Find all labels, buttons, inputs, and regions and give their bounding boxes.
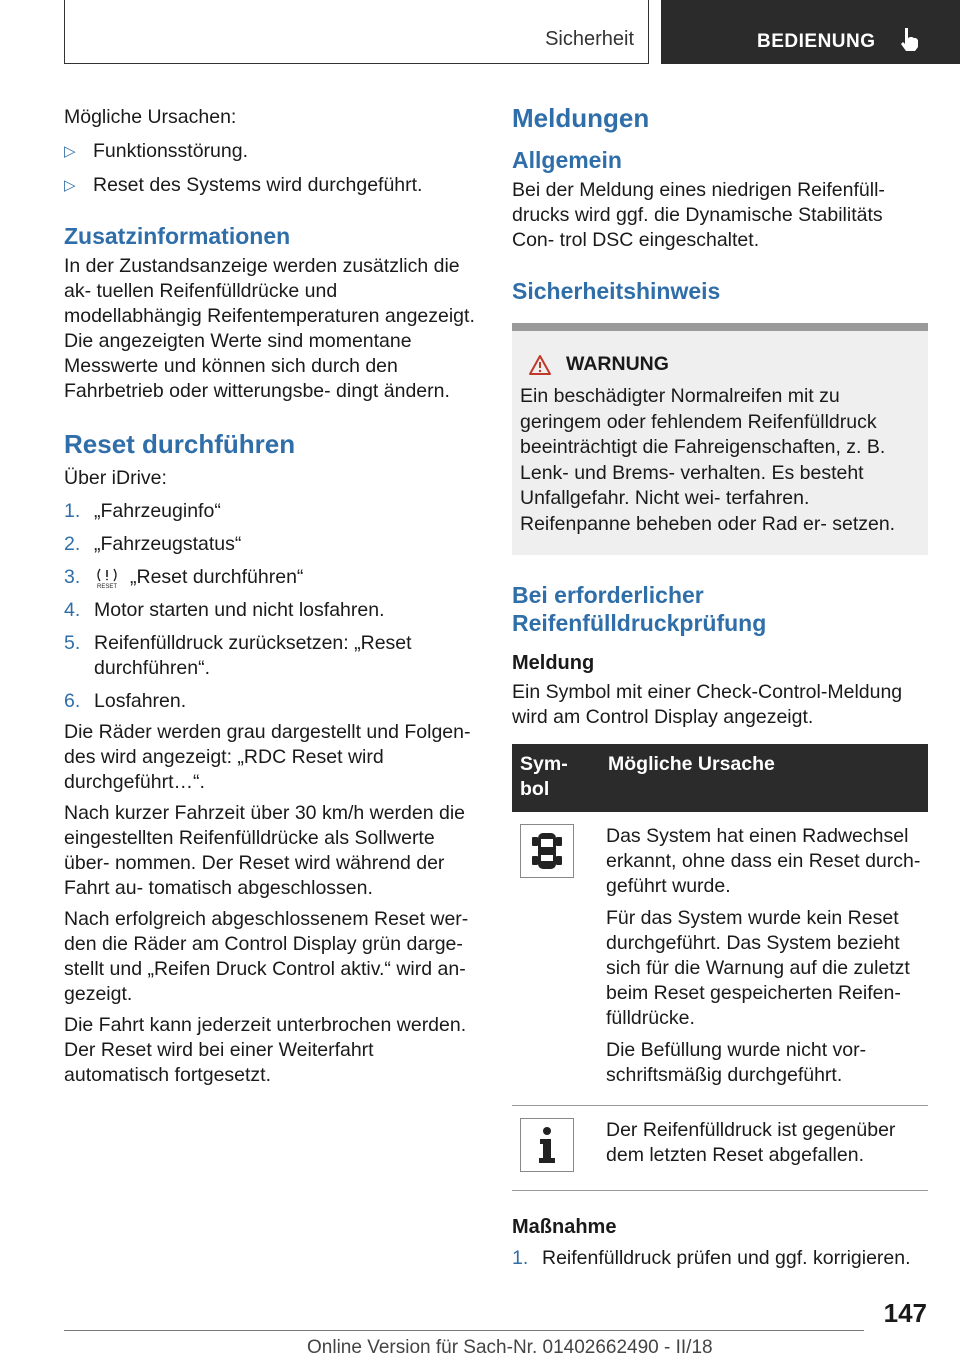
- list-item: 4. Motor starten und nicht losfahren.: [64, 599, 385, 621]
- list-item: ▷ Reset des Systems wird durchgeführt.: [64, 174, 423, 196]
- list-item: 2. „Fahrzeugstatus“: [64, 533, 242, 555]
- car-tire-warning-icon: [530, 829, 564, 873]
- warning-triangle-icon: [528, 354, 552, 376]
- warning-box: [512, 323, 928, 555]
- cause-text: Die Befüllung wurde nicht vor‐ schriftsmäßig durchgeführt.: [606, 1039, 867, 1086]
- tire-reset-icon: [94, 567, 120, 589]
- meldung-text: Ein Symbol mit einer Check-Control-Meldung wird am Control Display angezeigt.: [512, 681, 903, 728]
- triangle-bullet-icon: ▷: [64, 177, 76, 194]
- left-column: [64, 100, 480, 1088]
- reset-heading: Reset durchführen: [64, 429, 296, 459]
- symbol-frame: [520, 824, 574, 878]
- zusatz-text: In der Zustandsanzeige werden zusätzlich die ak‐ tuellen Reifenfülldrücke und modellabhängig Reifentemperaturen angezeigt. Die angezeigten Werte sind momentane Messwerte und können sich durch den Fahrbetrieb oder witterungsbe‐ dingt ändern.: [64, 255, 475, 402]
- meldungen-heading: Meldungen: [512, 103, 650, 133]
- header-section-box: [64, 0, 649, 64]
- causes-intro: Mögliche Ursachen:: [64, 106, 237, 128]
- cause-text: Das System hat einen Radwechsel erkannt, ohne dass ein Reset durch‐ geführt wurde.: [606, 825, 921, 897]
- header-section: Sicherheit: [545, 28, 634, 50]
- warning-header: [528, 353, 920, 376]
- cause-cell: [600, 1106, 928, 1191]
- col-header-symbol: Sym‐ bol: [512, 744, 600, 812]
- check-heading: Bei erforderlicher Reifenfülldruckprüfung: [512, 582, 767, 636]
- page-number: 147: [883, 1298, 927, 1328]
- paragraph: Die Räder werden grau dargestellt und Folgen‐ des wird angezeigt: „RDC Reset wird durchgeführt…“.: [64, 721, 471, 793]
- symbol-cell: [512, 1106, 600, 1191]
- causes-list: [64, 139, 480, 198]
- massnahme-steps: [512, 1246, 928, 1271]
- cause-cell: [600, 812, 928, 1106]
- table-row: [512, 1106, 928, 1191]
- list-item: 3. RESET „Reset durchführen“: [64, 566, 304, 589]
- cause-text: Der Reifenfülldruck ist gegenüber dem letzten Reset abgefallen.: [606, 1119, 896, 1166]
- reset-steps: [64, 499, 480, 714]
- header-chapter: BEDIENUNG: [757, 31, 876, 52]
- list-item: 1. „Fahrzeuginfo“: [64, 500, 221, 522]
- symbol-frame: [520, 1118, 574, 1172]
- right-column: [512, 100, 928, 1271]
- paragraph: Nach kurzer Fahrzeit über 30 km/h werden die eingestellten Reifenfülldrücke als Sollwerte über‐ nommen. Der Reset wird während der Fahrt au‐ tomatisch abgeschlossen.: [64, 802, 466, 899]
- table-header-row: [512, 744, 928, 812]
- cause-text: Für das System wurde kein Reset durchgeführt. Das System bezieht sich für die Warnung auf die zuletzt beim Reset gespeicherten Reifen‐ fülldrücke.: [606, 907, 910, 1029]
- paragraph: Nach erfolgreich abgeschlossenem Reset wer‐ den die Räder am Control Display grün darge‐ stellt und „Reifen Druck Control aktiv.“ wird an‐ gezeigt.: [64, 908, 469, 1005]
- warning-text: Ein beschädigter Normalreifen mit zu geringem oder fehlendem Reifenfülldruck beeinträchtigt die Fahreigenschaften, z. B. Lenk- und Brems‐ verhalten. Es besteht Unfallgefahr. Nicht wei‐ terfahren. Reifenpanne beheben oder Rad er‐ setzen.: [520, 385, 896, 535]
- list-item: 6. Losfahren.: [64, 690, 187, 712]
- header-chapter-tab: [661, 0, 960, 64]
- meldung-subheading: Meldung: [512, 652, 595, 674]
- paragraph: Die Fahrt kann jederzeit unterbrochen werden. Der Reset wird bei einer Weiterfahrt automatisch fortgesetzt.: [64, 1014, 467, 1086]
- footer-divider: [64, 1330, 864, 1331]
- triangle-bullet-icon: ▷: [64, 143, 76, 160]
- table-row: [512, 812, 928, 1106]
- allgemein-text: Bei der Meldung eines niedrigen Reifenfüll‐ drucks wird ggf. die Dynamische Stabilitäts Con‐ trol DSC eingeschaltet.: [512, 179, 885, 251]
- list-item: ▷ Funktionsstörung.: [64, 140, 249, 162]
- symbol-table: [512, 744, 928, 1191]
- hand-pointer-icon: [899, 26, 921, 52]
- massnahme-subheading: Maßnahme: [512, 1216, 617, 1238]
- svg-text:RESET: RESET: [96, 583, 118, 589]
- hinweis-heading: Sicherheitshinweis: [512, 278, 721, 304]
- list-item: 1. Reifenfülldruck prüfen und ggf. korrigieren.: [512, 1247, 911, 1269]
- col-header-cause: Mögliche Ursache: [600, 744, 928, 812]
- allgemein-heading: Allgemein: [512, 147, 622, 173]
- footer-online-version: Online Version für Sach-Nr. 01402662490 - II/18: [307, 1337, 713, 1358]
- info-icon: [533, 1125, 561, 1165]
- warning-label: WARNUNG: [566, 353, 669, 375]
- list-item: 5. Reifenfülldruck zurücksetzen: „Reset durchführen“.: [64, 632, 412, 679]
- symbol-cell: [512, 812, 600, 1106]
- reset-intro: Über iDrive:: [64, 467, 167, 489]
- zusatz-heading: Zusatzinformationen: [64, 223, 291, 249]
